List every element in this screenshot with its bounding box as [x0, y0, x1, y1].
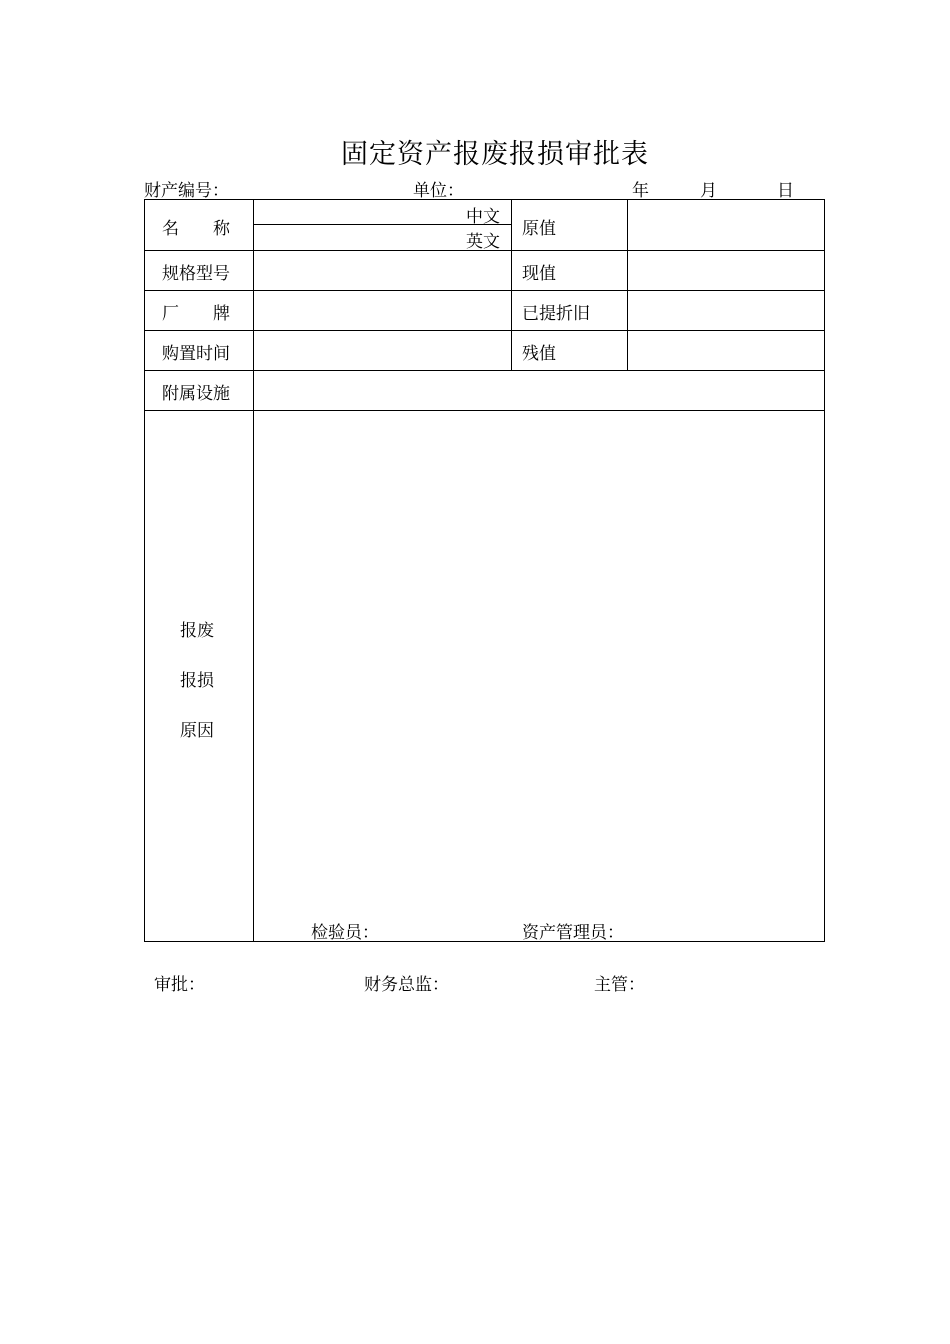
- current-value-field[interactable]: [631, 254, 819, 286]
- accessories-field[interactable]: [257, 374, 819, 406]
- asset-manager-label: 资产管理员：: [522, 923, 624, 943]
- brand-field[interactable]: [257, 294, 507, 326]
- reason-label-line2: 报损: [180, 671, 214, 691]
- asset-number-label: 财产编号：: [144, 181, 229, 201]
- year-label: 年: [632, 181, 649, 201]
- month-label: 月: [700, 181, 717, 201]
- name-english-field[interactable]: [257, 227, 457, 247]
- inspector-label: 检验员：: [311, 923, 379, 943]
- name-chinese-field[interactable]: [257, 202, 457, 222]
- row-divider: [145, 330, 824, 331]
- depreciation-label: 已提折旧: [522, 304, 590, 324]
- name-english-label: 英文: [466, 232, 500, 252]
- original-value-field[interactable]: [631, 204, 819, 246]
- asset-number-field[interactable]: [232, 176, 402, 196]
- name-chinese-label: 中文: [466, 207, 500, 227]
- approval-label: 审批：: [154, 975, 205, 995]
- purchase-time-label: 购置时间: [162, 344, 230, 364]
- finance-director-label: 财务总监：: [364, 975, 449, 995]
- column-divider: [511, 200, 512, 370]
- spec-label: 规格型号: [162, 264, 230, 284]
- reason-label-line3: 原因: [180, 721, 214, 741]
- depreciation-field[interactable]: [631, 294, 819, 326]
- row-divider: [145, 410, 824, 411]
- unit-field[interactable]: [462, 176, 622, 196]
- column-divider: [253, 200, 254, 941]
- residual-value-field[interactable]: [631, 334, 819, 366]
- current-value-label: 现值: [522, 264, 556, 284]
- residual-value-label: 残值: [522, 344, 556, 364]
- day-label: 日: [777, 181, 794, 201]
- supervisor-label: 主管：: [594, 975, 645, 995]
- brand-label: 厂 牌: [162, 304, 230, 324]
- spec-field[interactable]: [257, 254, 507, 286]
- original-value-label: 原值: [522, 219, 556, 239]
- approval-form-table: [144, 199, 825, 942]
- column-divider: [627, 200, 628, 370]
- row-divider: [145, 290, 824, 291]
- reason-label-line1: 报废: [180, 621, 214, 641]
- page-title: 固定资产报废报损审批表: [341, 139, 649, 170]
- accessories-label: 附属设施: [162, 384, 230, 404]
- purchase-time-field[interactable]: [257, 334, 507, 366]
- name-label: 名 称: [162, 219, 230, 239]
- reason-field[interactable]: [257, 414, 819, 904]
- row-divider: [145, 370, 824, 371]
- unit-label: 单位：: [413, 181, 464, 201]
